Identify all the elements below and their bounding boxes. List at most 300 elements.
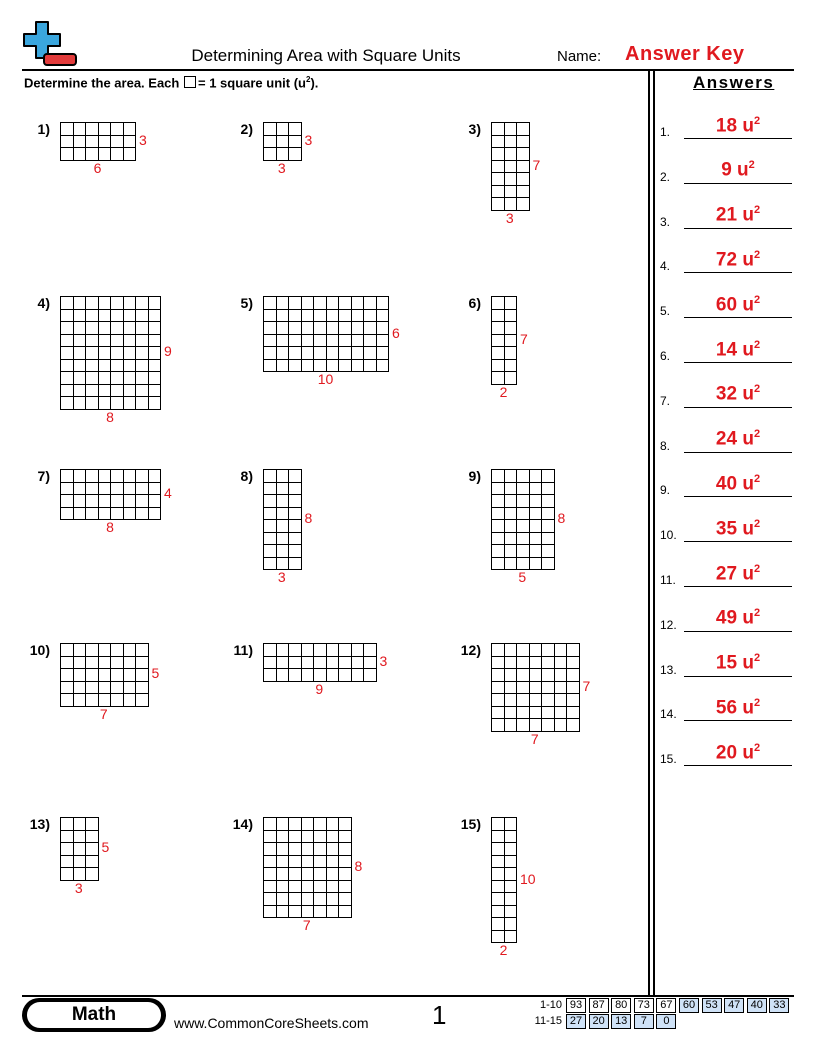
grid-cell bbox=[491, 681, 504, 694]
answer-number: 5. bbox=[660, 304, 671, 319]
grid-cell bbox=[504, 346, 517, 359]
problem-number: 5) bbox=[240, 295, 253, 311]
grid-cell bbox=[85, 371, 98, 384]
grid-cell bbox=[60, 371, 73, 384]
grid-cell bbox=[529, 557, 542, 570]
height-label: 7 bbox=[582, 677, 591, 694]
grid-cell bbox=[85, 469, 98, 482]
answer-value bbox=[684, 249, 792, 271]
grid-cell bbox=[85, 321, 98, 334]
grid-cell bbox=[98, 507, 111, 520]
grid-cell bbox=[135, 643, 148, 656]
grid-cell bbox=[504, 494, 517, 507]
height-label: 8 bbox=[304, 510, 313, 526]
score-cell: 7 bbox=[634, 1014, 654, 1029]
grid-cell bbox=[363, 668, 376, 681]
grid-cell bbox=[123, 643, 136, 656]
grid-cell bbox=[363, 643, 376, 656]
grid-cell bbox=[276, 842, 289, 855]
height-label: 3 bbox=[139, 131, 147, 148]
grid-cell bbox=[263, 855, 276, 868]
answer-value bbox=[684, 294, 792, 316]
grid-cell bbox=[110, 135, 123, 148]
answer-row bbox=[660, 512, 792, 542]
grid-cell bbox=[491, 359, 504, 372]
grid-cell bbox=[376, 309, 389, 322]
grid-cell bbox=[110, 371, 123, 384]
grid-cell bbox=[491, 830, 504, 843]
grid-cell bbox=[326, 346, 339, 359]
answer-value-sup: 2 bbox=[753, 741, 761, 754]
grid-cell bbox=[504, 309, 517, 322]
grid-cell bbox=[516, 706, 529, 719]
grid-cell bbox=[85, 147, 98, 160]
grid-cell bbox=[110, 482, 123, 495]
grid-cell bbox=[288, 656, 301, 669]
grid-cell bbox=[60, 830, 73, 843]
answers-heading: Answers bbox=[693, 73, 775, 92]
grid-cell bbox=[338, 334, 351, 347]
grid-cell bbox=[529, 706, 542, 719]
answer-row bbox=[660, 423, 792, 453]
grid-cell bbox=[288, 359, 301, 372]
grid-cell bbox=[135, 359, 148, 372]
answer-value bbox=[684, 428, 792, 450]
grid-cell bbox=[516, 147, 529, 160]
grid-cell bbox=[276, 296, 289, 309]
answer-line bbox=[684, 317, 792, 318]
unit-grid bbox=[491, 643, 580, 732]
grid-cell bbox=[148, 384, 161, 397]
grid-cell bbox=[98, 384, 111, 397]
grid-cell bbox=[288, 892, 301, 905]
grid-cell bbox=[491, 197, 504, 210]
answer-number: 4. bbox=[660, 259, 671, 274]
score-cell: 87 bbox=[589, 998, 609, 1013]
grid-cell bbox=[60, 817, 73, 830]
grid-cell bbox=[516, 172, 529, 185]
grid-cell bbox=[504, 643, 517, 656]
grid-cell bbox=[313, 334, 326, 347]
grid-cell bbox=[135, 681, 148, 694]
grid-cell bbox=[98, 656, 111, 669]
grid-cell bbox=[491, 469, 504, 482]
grid-cell bbox=[376, 359, 389, 372]
grid-cell bbox=[110, 359, 123, 372]
footer-divider bbox=[22, 995, 794, 997]
grid-cell bbox=[263, 334, 276, 347]
grid-cell bbox=[504, 147, 517, 160]
grid-cell bbox=[98, 122, 111, 135]
grid-cell bbox=[276, 346, 289, 359]
answer-number: 9. bbox=[660, 483, 671, 498]
grid-cell bbox=[123, 494, 136, 507]
answer-row bbox=[660, 243, 792, 273]
grid-cell bbox=[516, 197, 529, 210]
grid-cell bbox=[263, 643, 276, 656]
grid-cell bbox=[276, 122, 289, 135]
grid-cell bbox=[288, 557, 301, 570]
grid-cell bbox=[98, 396, 111, 409]
grid-cell bbox=[301, 309, 314, 322]
grid-cell bbox=[85, 309, 98, 322]
height-label: 9 bbox=[164, 343, 172, 360]
grid-cell bbox=[276, 532, 289, 545]
grid-cell bbox=[326, 880, 339, 893]
grid-cell bbox=[504, 718, 517, 731]
grid-cell bbox=[541, 681, 554, 694]
answer-number: 7. bbox=[660, 393, 671, 408]
grid-cell bbox=[60, 135, 73, 148]
grid-cell bbox=[541, 507, 554, 520]
width-label: 5 bbox=[518, 569, 527, 585]
grid-cell bbox=[276, 135, 289, 148]
answer-row bbox=[660, 378, 792, 408]
grid-cell bbox=[85, 842, 98, 855]
grid-cell bbox=[504, 135, 517, 148]
grid-cell bbox=[529, 681, 542, 694]
grid-cell bbox=[301, 668, 314, 681]
grid-cell bbox=[351, 334, 364, 347]
answer-value-text: 18 u bbox=[715, 115, 754, 136]
answer-value bbox=[684, 652, 792, 674]
grid-cell bbox=[491, 718, 504, 731]
grid-cell bbox=[554, 668, 567, 681]
grid-cell bbox=[326, 334, 339, 347]
grid-cell bbox=[263, 519, 276, 532]
answer-line bbox=[684, 228, 792, 229]
grid-cell bbox=[135, 469, 148, 482]
grid-cell bbox=[516, 718, 529, 731]
grid-cell bbox=[566, 693, 579, 706]
unit-grid bbox=[491, 469, 555, 570]
grid-cell bbox=[313, 867, 326, 880]
grid-cell bbox=[73, 643, 86, 656]
grid-cell bbox=[313, 643, 326, 656]
grid-cell bbox=[60, 396, 73, 409]
grid-cell bbox=[566, 668, 579, 681]
height-label: 8 bbox=[354, 858, 363, 874]
grid-cell bbox=[541, 643, 554, 656]
grid-cell bbox=[491, 880, 504, 893]
grid-cell bbox=[301, 359, 314, 372]
grid-cell bbox=[276, 880, 289, 893]
grid-cell bbox=[529, 507, 542, 520]
instructions-prefix: Determine the area. Each bbox=[24, 75, 180, 91]
answer-number: 13. bbox=[660, 662, 677, 677]
grid-cell bbox=[504, 867, 517, 880]
grid-cell bbox=[276, 147, 289, 160]
answer-value-text: 15 u bbox=[715, 652, 754, 674]
grid-cell bbox=[338, 656, 351, 669]
grid-cell bbox=[263, 830, 276, 843]
grid-cell bbox=[338, 296, 351, 309]
answer-column-divider bbox=[648, 69, 650, 997]
grid-cell bbox=[123, 135, 136, 148]
grid-cell bbox=[263, 668, 276, 681]
answer-value bbox=[684, 339, 792, 361]
grid-cell bbox=[135, 334, 148, 347]
grid-cell bbox=[110, 469, 123, 482]
answer-value-sup: 2 bbox=[753, 697, 761, 710]
grid-cell bbox=[276, 321, 289, 334]
grid-cell bbox=[263, 135, 276, 148]
grid-cell bbox=[516, 656, 529, 669]
grid-cell bbox=[313, 656, 326, 669]
grid-cell bbox=[123, 507, 136, 520]
grid-cell bbox=[504, 668, 517, 681]
grid-cell bbox=[504, 817, 517, 830]
score-row-label: 11-15 bbox=[534, 1015, 562, 1027]
unit-grid bbox=[60, 122, 136, 161]
score-cell: 60 bbox=[679, 998, 699, 1013]
grid-cell bbox=[110, 643, 123, 656]
answer-value-sup: 2 bbox=[753, 473, 761, 486]
answer-line bbox=[684, 720, 792, 721]
grid-cell bbox=[326, 842, 339, 855]
grid-cell bbox=[516, 557, 529, 570]
grid-cell bbox=[263, 892, 276, 905]
grid-cell bbox=[148, 482, 161, 495]
grid-cell bbox=[73, 384, 86, 397]
unit-grid bbox=[491, 817, 517, 943]
grid-cell bbox=[504, 334, 517, 347]
grid-cell bbox=[73, 494, 86, 507]
answer-line bbox=[684, 407, 792, 408]
answer-line bbox=[684, 272, 792, 273]
grid-cell bbox=[301, 817, 314, 830]
grid-cell bbox=[276, 494, 289, 507]
grid-cell bbox=[85, 693, 98, 706]
height-label: 3 bbox=[304, 131, 313, 148]
grid-cell bbox=[541, 482, 554, 495]
width-label: 8 bbox=[106, 408, 114, 425]
grid-cell bbox=[276, 309, 289, 322]
grid-cell bbox=[110, 656, 123, 669]
problem-number: 7) bbox=[37, 468, 50, 484]
score-cell: 13 bbox=[611, 1014, 631, 1029]
width-label: 3 bbox=[277, 569, 286, 585]
grid-cell bbox=[338, 321, 351, 334]
grid-cell bbox=[276, 668, 289, 681]
grid-cell bbox=[491, 122, 504, 135]
name-label: Name: bbox=[557, 48, 602, 65]
grid-cell bbox=[276, 817, 289, 830]
grid-cell bbox=[148, 507, 161, 520]
grid-cell bbox=[326, 817, 339, 830]
grid-cell bbox=[123, 482, 136, 495]
unit-grid bbox=[491, 122, 530, 211]
grid-cell bbox=[85, 507, 98, 520]
grid-cell bbox=[491, 321, 504, 334]
grid-cell bbox=[313, 668, 326, 681]
grid-cell bbox=[541, 494, 554, 507]
height-label: 8 bbox=[557, 510, 566, 526]
grid-cell bbox=[98, 371, 111, 384]
grid-cell bbox=[301, 346, 314, 359]
answer-value-text: 40 u bbox=[715, 473, 754, 495]
grid-cell bbox=[60, 507, 73, 520]
grid-cell bbox=[263, 469, 276, 482]
grid-cell bbox=[326, 643, 339, 656]
grid-cell bbox=[313, 892, 326, 905]
grid-cell bbox=[73, 817, 86, 830]
grid-cell bbox=[123, 396, 136, 409]
grid-cell bbox=[73, 147, 86, 160]
instructions-sup: 2 bbox=[305, 75, 311, 84]
website-label: www.CommonCoreSheets.com bbox=[174, 1015, 369, 1031]
grid-cell bbox=[288, 880, 301, 893]
grid-cell bbox=[529, 693, 542, 706]
grid-cell bbox=[351, 296, 364, 309]
grid-cell bbox=[491, 135, 504, 148]
grid-cell bbox=[123, 346, 136, 359]
answer-value-text: 35 u bbox=[715, 518, 754, 540]
grid-cell bbox=[60, 321, 73, 334]
grid-cell bbox=[148, 346, 161, 359]
answer-line bbox=[684, 183, 792, 184]
answer-number: 6. bbox=[660, 349, 671, 363]
grid-cell bbox=[135, 384, 148, 397]
width-label: 7 bbox=[530, 730, 539, 747]
grid-cell bbox=[566, 656, 579, 669]
grid-cell bbox=[98, 469, 111, 482]
grid-cell bbox=[73, 469, 86, 482]
grid-cell bbox=[263, 494, 276, 507]
grid-cell bbox=[60, 668, 73, 681]
grid-cell bbox=[541, 706, 554, 719]
grid-cell bbox=[326, 668, 339, 681]
width-label: 7 bbox=[99, 705, 108, 722]
grid-cell bbox=[491, 532, 504, 545]
grid-cell bbox=[504, 557, 517, 570]
problem-number: 1) bbox=[37, 121, 50, 137]
grid-cell bbox=[504, 930, 517, 943]
problem-number: 15) bbox=[460, 816, 481, 832]
grid-cell bbox=[123, 359, 136, 372]
grid-cell bbox=[135, 321, 148, 334]
problem-number: 14) bbox=[232, 816, 253, 832]
grid-cell bbox=[98, 334, 111, 347]
grid-cell bbox=[491, 507, 504, 520]
grid-cell bbox=[554, 656, 567, 669]
answer-line bbox=[684, 452, 792, 453]
answer-row bbox=[660, 467, 792, 497]
grid-cell bbox=[148, 334, 161, 347]
grid-cell bbox=[504, 656, 517, 669]
unit-grid bbox=[263, 643, 377, 682]
grid-cell bbox=[566, 643, 579, 656]
height-label: 5 bbox=[101, 839, 110, 856]
grid-cell bbox=[288, 469, 301, 482]
grid-cell bbox=[504, 296, 517, 309]
grid-cell bbox=[338, 817, 351, 830]
grid-cell bbox=[73, 296, 86, 309]
height-label: 10 bbox=[520, 870, 536, 887]
grid-cell bbox=[110, 396, 123, 409]
grid-cell bbox=[123, 469, 136, 482]
grid-cell bbox=[554, 718, 567, 731]
unit-grid bbox=[60, 817, 99, 881]
problem-number: 12) bbox=[460, 642, 481, 658]
answer-value-text: 24 u bbox=[715, 428, 754, 450]
grid-cell bbox=[363, 346, 376, 359]
answer-line bbox=[684, 676, 792, 677]
grid-cell bbox=[338, 830, 351, 843]
answer-value-text: 14 u bbox=[715, 339, 754, 360]
answer-row bbox=[660, 602, 792, 632]
grid-cell bbox=[504, 830, 517, 843]
grid-cell bbox=[110, 693, 123, 706]
grid-cell bbox=[85, 867, 98, 880]
grid-cell bbox=[263, 507, 276, 520]
grid-cell bbox=[491, 693, 504, 706]
grid-cell bbox=[288, 905, 301, 918]
grid-cell bbox=[85, 122, 98, 135]
problem-number: 8) bbox=[240, 468, 253, 484]
grid-cell bbox=[516, 643, 529, 656]
grid-cell bbox=[135, 656, 148, 669]
grid-cell bbox=[288, 494, 301, 507]
grid-cell bbox=[73, 668, 86, 681]
grid-cell bbox=[504, 371, 517, 384]
grid-cell bbox=[123, 122, 136, 135]
grid-cell bbox=[73, 346, 86, 359]
grid-cell bbox=[313, 855, 326, 868]
instructions-middle: = 1 square unit (u bbox=[197, 75, 306, 91]
answer-value-sup: 2 bbox=[753, 338, 761, 351]
answer-value bbox=[684, 742, 792, 764]
grid-cell bbox=[313, 359, 326, 372]
grid-cell bbox=[73, 507, 86, 520]
grid-cell bbox=[73, 359, 86, 372]
header-divider bbox=[22, 69, 794, 71]
grid-cell bbox=[276, 334, 289, 347]
grid-cell bbox=[60, 384, 73, 397]
grid-cell bbox=[491, 296, 504, 309]
answer-number: 1. bbox=[660, 125, 671, 139]
problem-number: 2) bbox=[240, 121, 253, 137]
grid-cell bbox=[504, 706, 517, 719]
answer-value-text: 9 u bbox=[721, 159, 749, 181]
grid-cell bbox=[529, 668, 542, 681]
answer-value-sup: 2 bbox=[753, 607, 761, 620]
unit-grid bbox=[263, 296, 389, 372]
grid-cell bbox=[123, 384, 136, 397]
grid-cell bbox=[110, 346, 123, 359]
grid-cell bbox=[110, 296, 123, 309]
grid-cell bbox=[85, 135, 98, 148]
grid-cell bbox=[301, 855, 314, 868]
grid-cell bbox=[491, 172, 504, 185]
worksheet-title: Determining Area with Square Units bbox=[191, 46, 461, 65]
answer-value bbox=[684, 697, 792, 719]
problem-number: 3) bbox=[468, 121, 481, 137]
grid-cell bbox=[491, 917, 504, 930]
grid-cell bbox=[326, 830, 339, 843]
grid-cell bbox=[529, 469, 542, 482]
instructions bbox=[24, 75, 318, 90]
width-label: 3 bbox=[74, 879, 83, 896]
grid-cell bbox=[98, 346, 111, 359]
grid-cell bbox=[276, 544, 289, 557]
grid-cell bbox=[288, 668, 301, 681]
score-cell: 33 bbox=[769, 998, 789, 1013]
grid-cell bbox=[288, 309, 301, 322]
grid-cell bbox=[491, 334, 504, 347]
grid-cell bbox=[276, 867, 289, 880]
answer-number: 11. bbox=[660, 573, 676, 587]
